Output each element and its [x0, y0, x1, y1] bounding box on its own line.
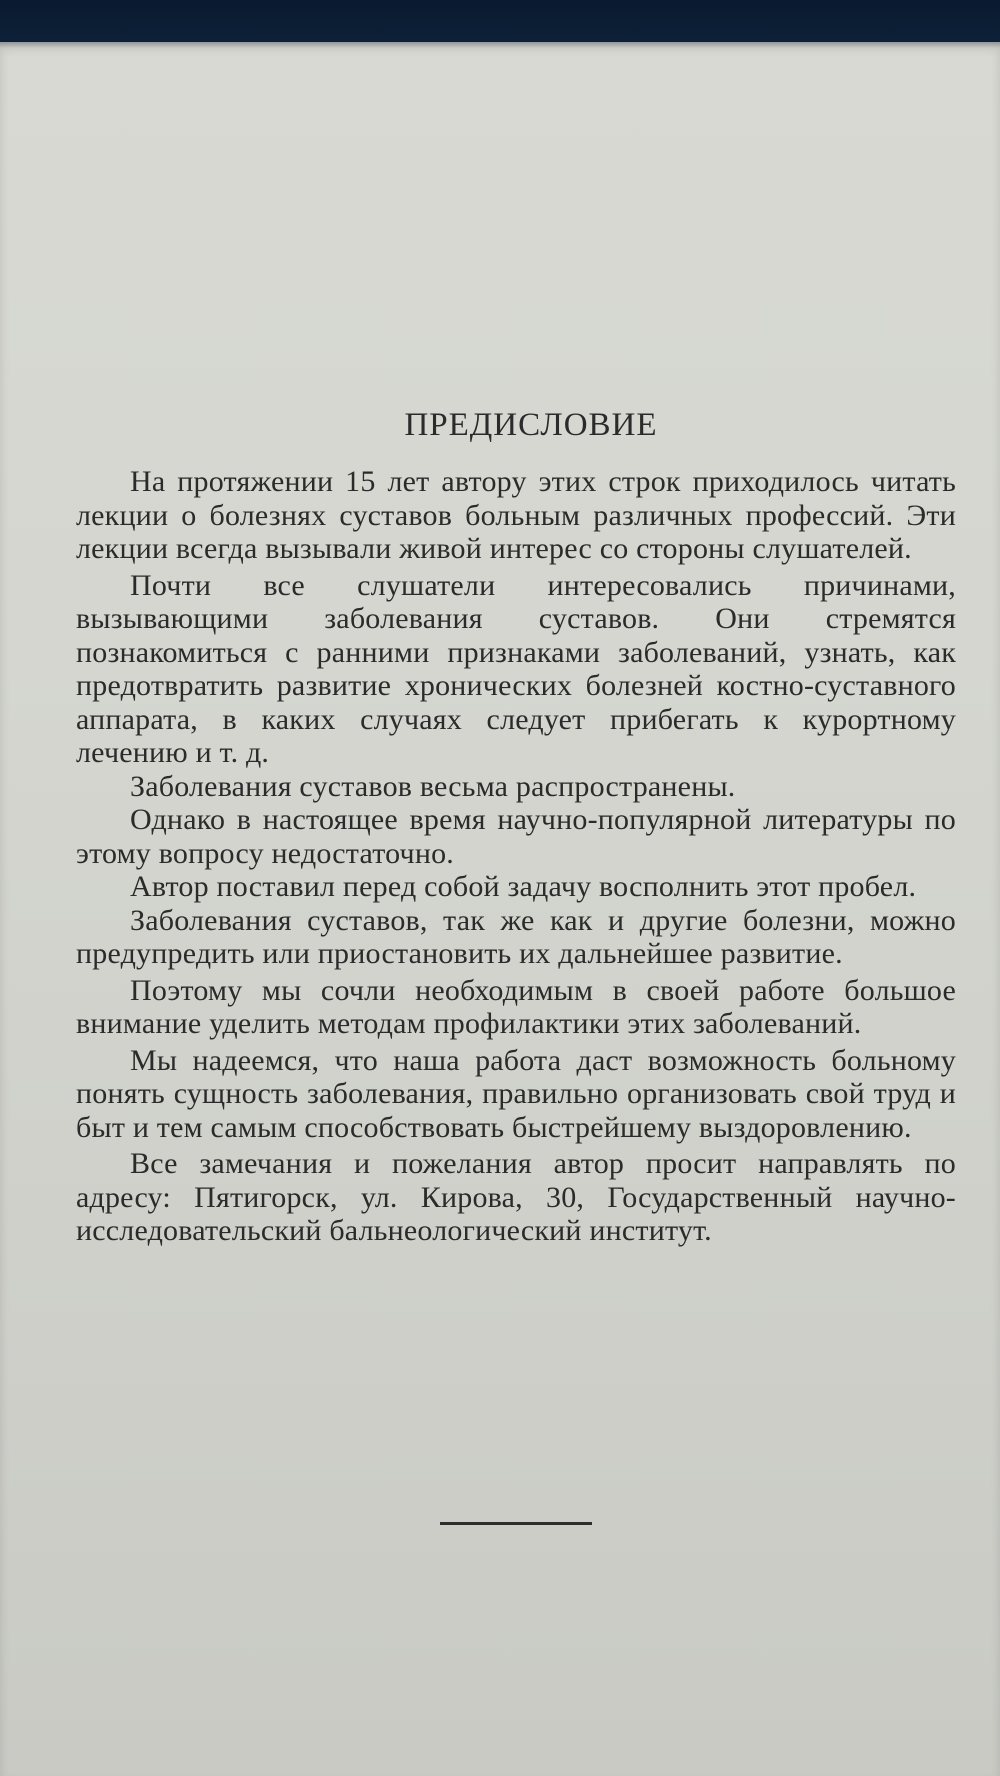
paragraph-7: Поэтому мы сочли необходимым в своей работе большое внимание уделить методам профилактики этих заболеваний.	[76, 973, 956, 1040]
paragraph-3: Заболевания суставов весьма распространены.	[130, 769, 736, 803]
paragraph-5: Автор поставил перед собой задачу восполнить этот пробел.	[130, 870, 917, 903]
paragraph-2: Почти все слушатели интересовались причинами, вызывающими заболевания суставов. Они стремятся познакомиться с ранними признаками заболеваний, узнать, как предотвратить развитие хронических болезней костно-суставного аппарата, в каких случаях следует прибегать к курортному лечению и т. д.	[76, 568, 956, 769]
page-title: ПРЕДИСЛОВИЕ	[404, 407, 658, 443]
preface-text	[76, 405, 956, 1248]
page-top-edge	[0, 42, 1000, 48]
paragraph-4: Однако в настоящее время научно-популярной литературы по этому вопросу недостаточно.	[76, 803, 956, 870]
paragraph-8: Мы надеемся, что наша работа даст возможность больному понять сущность заболевания, правильно организовать свой труд и быт и тем самым способствовать быстрейшему выздоровлению.	[76, 1043, 956, 1144]
paragraph-1: На протяжении 15 лет автору этих строк приходилось читать лекции о болезнях суставов больным различных профессий. Эти лекции всегда вызывали живой интерес со стороны слушателей.	[76, 465, 956, 565]
paragraph-9: Все замечания и пожелания автор просит направлять по адресу: Пятигорск, ул. Кирова, 30, Государственный научно-исследовательский бальнеологический институт.	[76, 1147, 956, 1247]
paragraph-6: Заболевания суставов, так же как и другие болезни, можно предупредить или приостановить их дальнейшее развитие.	[76, 903, 956, 970]
closing-divider	[440, 1522, 592, 1525]
